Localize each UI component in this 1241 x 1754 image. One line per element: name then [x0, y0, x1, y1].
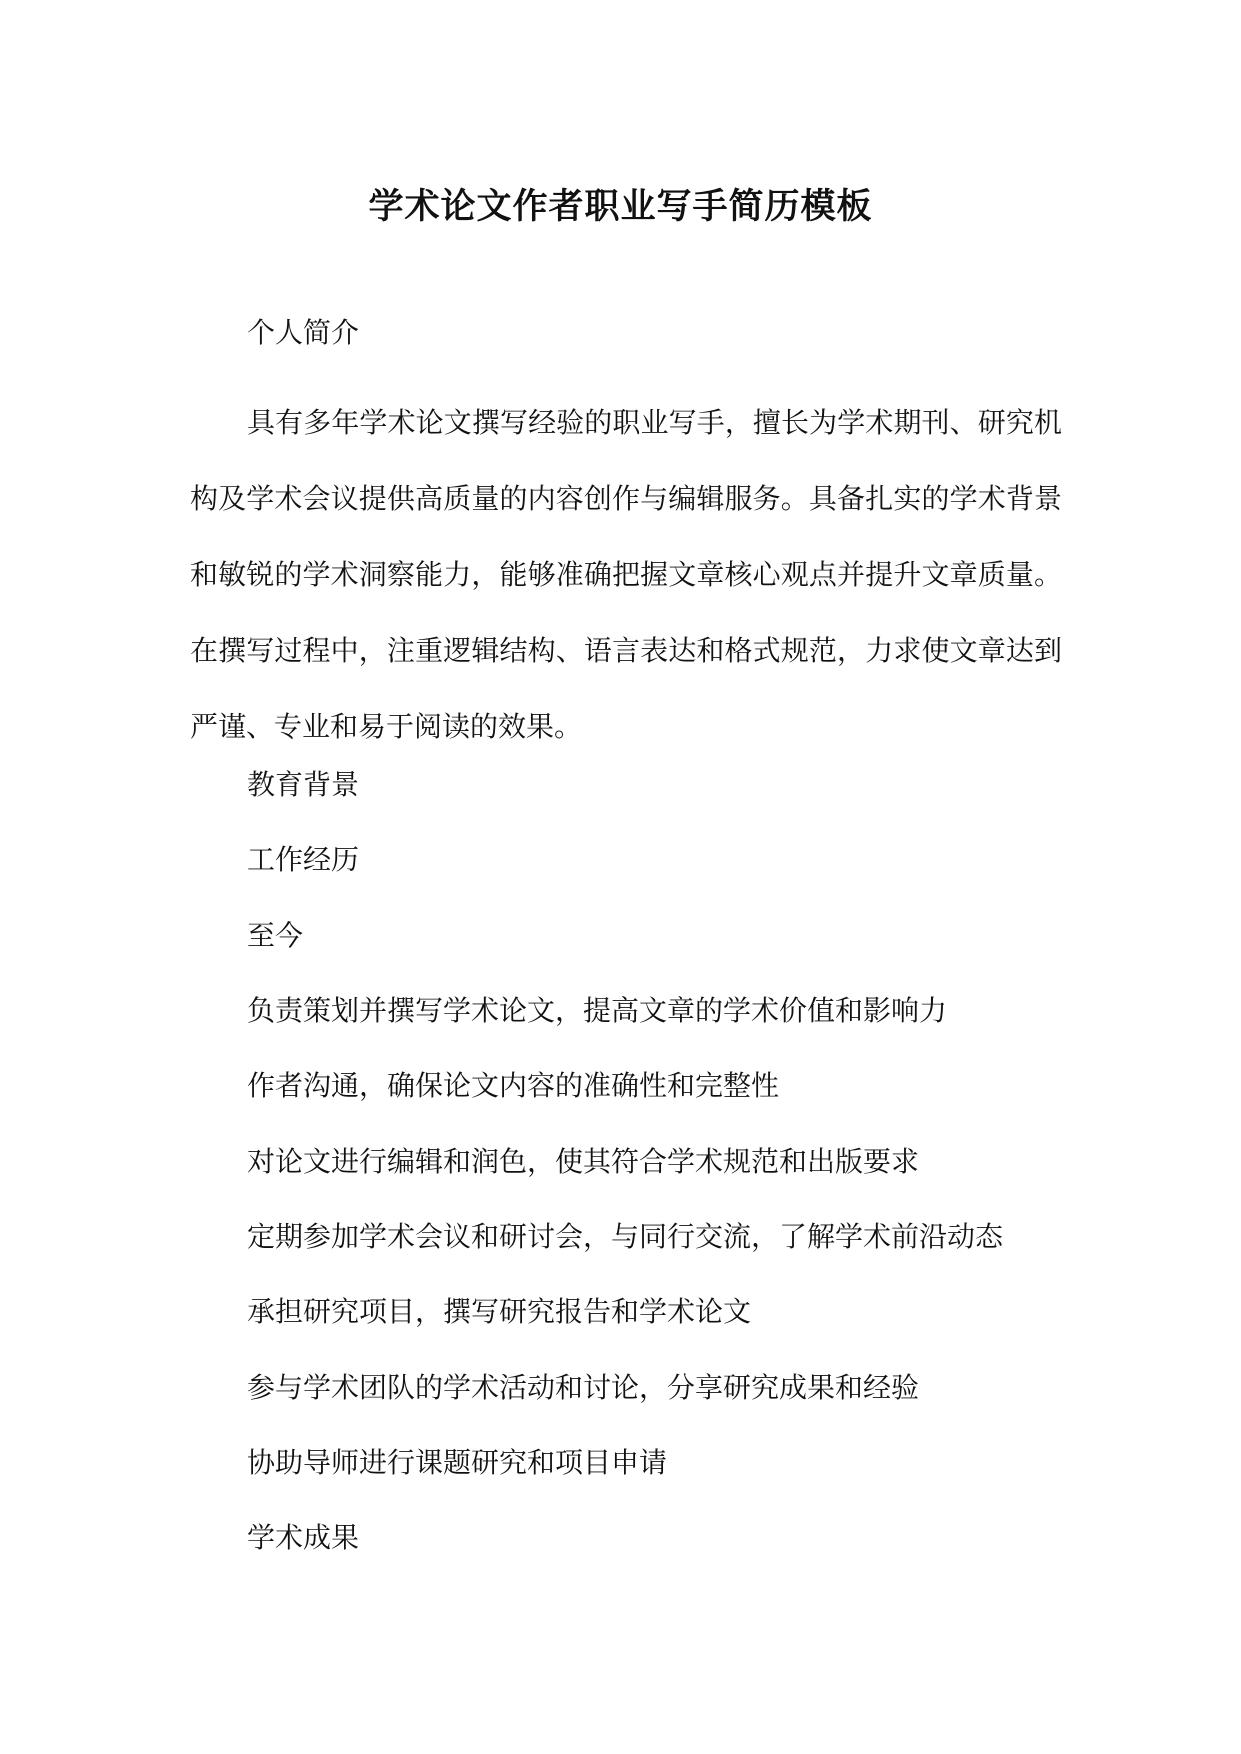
- section-heading-profile: 个人简介: [247, 316, 360, 349]
- profile-paragraph: 具有多年学术论文撰写经验的职业写手，擅长为学术期刊、研究机构及学术会议提供高质量的内容创作与编辑服务。具备扎实的学术背景和敏锐的学术洞察能力，能够准确把握文章核心观点并提升文章质量。在撰写过程中，注重逻辑结构、语言表达和格式规范，力求使文章达到严谨、专业和易于阅读的效果。: [190, 406, 1062, 743]
- work-item: 协助导师进行课题研究和项目申请: [247, 1446, 668, 1479]
- work-item: 对论文进行编辑和润色，使其符合学术规范和出版要求: [247, 1145, 920, 1178]
- section-heading-achievements: 学术成果: [247, 1521, 360, 1554]
- work-item: 负责策划并撰写学术论文，提高文章的学术价值和影响力: [247, 994, 948, 1027]
- work-item: 定期参加学术会议和研讨会，与同行交流，了解学术前沿动态: [247, 1220, 1004, 1253]
- section-heading-work: 工作经历: [247, 843, 360, 876]
- section-heading-education: 教育背景: [247, 768, 360, 801]
- document-title: 学术论文作者职业写手简历模板: [368, 186, 873, 227]
- work-period: 至今: [247, 919, 304, 952]
- work-item: 承担研究项目，撰写研究报告和学术论文: [247, 1295, 752, 1328]
- work-item: 参与学术团队的学术活动和讨论，分享研究成果和经验: [247, 1371, 920, 1404]
- work-item: 作者沟通，确保论文内容的准确性和完整性: [247, 1069, 780, 1102]
